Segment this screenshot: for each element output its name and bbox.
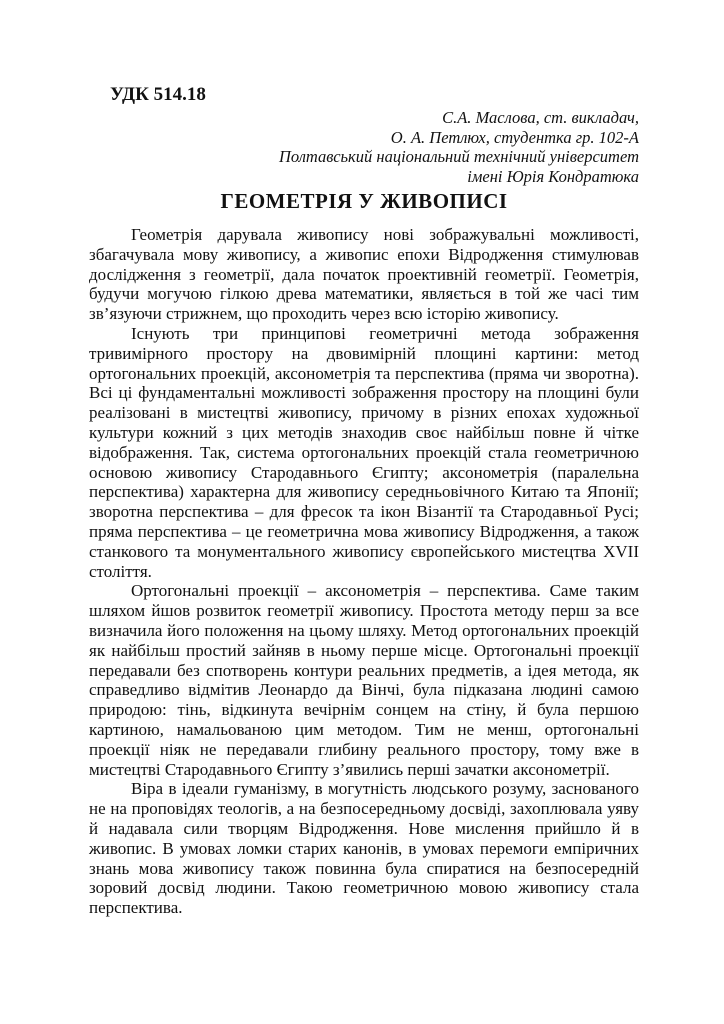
paragraph-1: Геометрія дарувала живопису нові зображувальні можливості, збагачувала мову живопису, а живопис епохи Відродження стимулював дослідження з геометрії, дала початок проективній геометрії. Геометрія, будучи могучою гілкою древа математики, являється в той же часі тим зв’язуючи стрижнем, що проходить через всю історію живопису. <box>89 225 639 324</box>
paragraph-3: Ортогональні проекції – аксонометрія – перспектива. Саме таким шляхом йшов розвиток геометрії живопису. Простота методу перш за все визначила його положення на цьому шляху. Метод ортогональних проекцій як найбільш простий зайняв в ньому перше місце. Ортогональні проекції передавали без спотворень контури реальних предметів, а ідея метода, як справедливо відмітив Леонардо да Вінчі, була підказана людині самою природою: тінь, відкинута вечірнім сонцем на стіну, й була першою картиною, намальованою цим методом. Тим не менш, ортогональні проекції ніяк не передавали глибину реального простору, тому вже в мистецтві Стародавнього Єгипту з’явились перші зачатки аксонометрії. <box>89 581 639 779</box>
udc-code: УДК 514.18 <box>110 84 206 105</box>
author-line-2: О. А. Петлюх, студентка гр. 102-А <box>390 127 639 147</box>
article-body <box>89 225 639 918</box>
author-line-1: С.А. Маслова, ст. викладач, <box>442 108 639 127</box>
affiliation-line-1: Полтавський національний технічний університет <box>278 147 639 166</box>
paragraph-2: Існують три принципові геометричні метода зображення тривимірного простору на двовимірній площині картини: метод ортогональних проекцій, аксонометрія та перспектива (пряма чи зворотна). Всі ці фундаментальні можливості зображення простору на площині були реалізовані в мистецтві живопису, причому в різних епохах художньої культури кожний з цих методів знаходив своє найбільш повне й чітке відображення. Так, система ортогональних проекцій стала геометричною основою живопису Стародавнього Єгипту; аксонометрія (паралельна перспектива) характерна для живопису середньовічного Китаю та Японії; зворотна перспектива – для фресок та ікон Візантії та Стародавньої Русі; пряма перспектива – це геометрична мова живопису Відродження, а також станкового та монументального живопису європейського мистецтва XVII століття. <box>89 323 639 581</box>
document-title: ГЕОМЕТРІЯ У ЖИВОПИСІ <box>220 189 508 213</box>
paragraph-4: Віра в ідеали гуманізму, в могутність людського розуму, заснованого не на проповідях теологів, а на безпосередньому досвіді, захоплювала уяву й надавала сили творцям Відродження. Нове мислення прийшло й в живопис. В умовах ломки старих канонів, в умовах перемоги емпіричних знань мова живопису також повинна була спиратися на безпосередній зоровий досвід людини. Такою геометричною мовою живопису стала перспектива. <box>89 779 639 918</box>
affiliation-line-2: імені Юрія Кондратюка <box>467 166 639 186</box>
author-block <box>89 108 639 186</box>
